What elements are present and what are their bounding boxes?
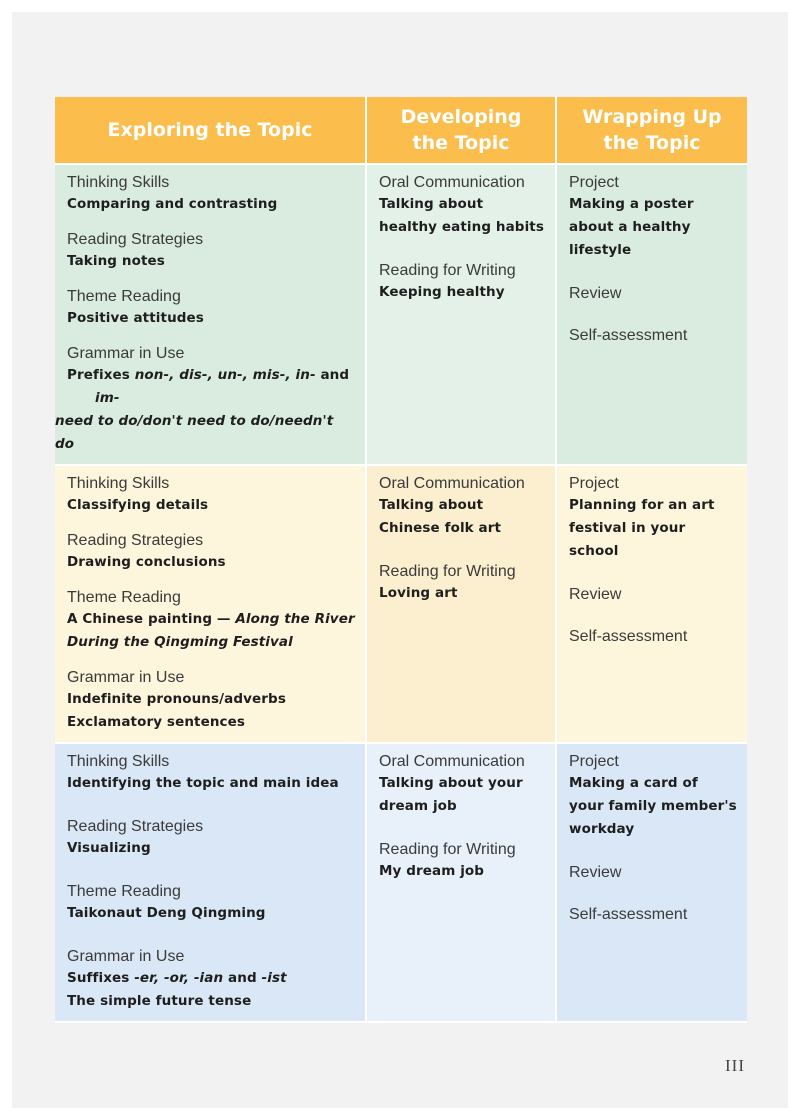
wrapping-cell	[557, 744, 747, 1023]
section-label: Project	[569, 475, 619, 492]
section-label: Review	[569, 285, 622, 302]
section-content: Drawing conclusions	[67, 554, 226, 570]
section-content: Prefixes non-, dis-, un-, mis-, in- and	[67, 367, 350, 383]
developing-cell	[367, 744, 557, 1023]
section-label: Grammar in Use	[67, 669, 185, 686]
exploring-cell	[55, 744, 367, 1023]
section-label: Self-assessment	[569, 628, 688, 645]
section-label: Project	[569, 753, 619, 770]
section-content: Loving art	[379, 585, 458, 601]
section-label: Project	[569, 174, 619, 191]
section-label: Grammar in Use	[67, 345, 185, 362]
section-content: Talking about Chinese folk art	[379, 497, 502, 536]
exploring-cell	[55, 466, 367, 744]
page-number: III	[725, 1056, 745, 1075]
section-label: Reading for Writing	[379, 262, 516, 279]
header-developing: Developing the Topic	[367, 97, 557, 165]
section-label: Review	[569, 864, 622, 881]
section-content: Planning for an art festival in your school	[569, 497, 715, 559]
section-label: Oral Communication	[379, 475, 525, 492]
table-row	[55, 165, 747, 466]
section-label: Thinking Skills	[67, 753, 170, 770]
section-label: Oral Communication	[379, 753, 525, 770]
header-exploring: Exploring the Topic	[55, 97, 367, 165]
section-content: Positive attitudes	[67, 310, 204, 326]
section-content: Making a card of your family member's workday	[569, 775, 737, 837]
header-wrapping: Wrapping Up the Topic	[557, 97, 747, 165]
section-label: Theme Reading	[67, 883, 181, 900]
section-label: Oral Communication	[379, 174, 525, 191]
section-label: Reading Strategies	[67, 231, 204, 248]
section-content: Suffixes -er, -or, -ian and -ist	[67, 970, 287, 986]
developing-cell	[367, 165, 557, 466]
section-content: Talking about healthy eating habits	[379, 196, 544, 235]
section-label: Theme Reading	[67, 288, 181, 305]
section-label: Self-assessment	[569, 906, 688, 923]
table-row	[55, 744, 747, 1023]
wrapping-cell	[557, 466, 747, 744]
section-content: im-	[95, 390, 120, 406]
wrapping-cell	[557, 165, 747, 466]
section-content: Identifying the topic and main idea	[67, 775, 339, 791]
section-label: Reading for Writing	[379, 841, 516, 858]
section-label: Thinking Skills	[67, 475, 170, 492]
section-content: Visualizing	[67, 840, 151, 856]
section-label: Theme Reading	[67, 589, 181, 606]
section-label: Grammar in Use	[67, 948, 185, 965]
section-content: My dream job	[379, 863, 485, 879]
section-content: The simple future tense	[67, 993, 252, 1009]
section-content: Talking about your dream job	[379, 775, 523, 814]
section-content: Taking notes	[67, 253, 165, 269]
section-content: Making a poster about a healthy lifestyle	[569, 196, 694, 258]
section-label: Reading for Writing	[379, 563, 516, 580]
section-content: Indefinite pronouns/adverbs	[67, 691, 286, 707]
table-row	[55, 466, 747, 744]
section-content: A Chinese painting — Along the River During the Qingming Festival	[67, 611, 355, 650]
section-content: Classifying details	[67, 497, 209, 513]
section-content: need to do/don't need to do/needn't do	[55, 413, 334, 452]
section-content: Taikonaut Deng Qingming	[67, 905, 266, 921]
contents-table	[55, 97, 747, 1023]
exploring-cell	[55, 165, 367, 466]
section-label: Reading Strategies	[67, 532, 204, 549]
header-row	[55, 97, 747, 165]
section-content: Keeping healthy	[379, 284, 505, 300]
section-label: Self-assessment	[569, 327, 688, 344]
developing-cell	[367, 466, 557, 744]
section-label: Review	[569, 586, 622, 603]
section-content: Exclamatory sentences	[67, 714, 246, 730]
section-label: Reading Strategies	[67, 818, 204, 835]
section-content: Comparing and contrasting	[67, 196, 278, 212]
section-label: Thinking Skills	[67, 174, 170, 191]
